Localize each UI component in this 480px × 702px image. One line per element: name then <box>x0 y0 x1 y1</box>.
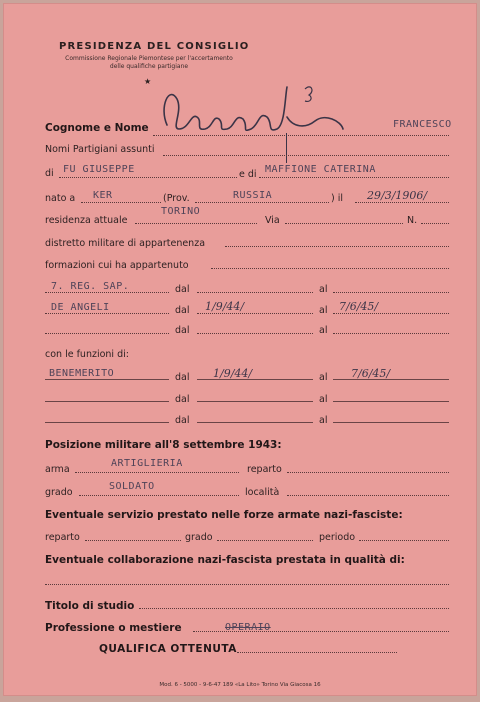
grado-line <box>79 495 239 496</box>
funzione-1-nome: BENEMERITO <box>49 368 115 379</box>
formazione-2-al-line <box>333 313 449 314</box>
funzione-2-line <box>45 401 169 402</box>
funzione-1-dal-line <box>197 379 313 380</box>
qualifica-line <box>237 652 397 653</box>
padre-di-label: di <box>45 168 54 179</box>
via-line <box>285 223 403 224</box>
funzione-3-al-line <box>333 422 449 423</box>
funzione-2-al-line <box>333 401 449 402</box>
localita-label: località <box>245 487 280 498</box>
funzione-3-dal-label: dal <box>175 415 190 426</box>
funzione-1-al-line <box>333 379 449 380</box>
funzione-1-line <box>45 379 169 380</box>
formazioni-label: formazioni cui ha appartenuto <box>45 260 189 271</box>
formazione-3-dal-label: dal <box>175 325 190 336</box>
formazione-2-al: 7/6/45/ <box>339 300 379 313</box>
nomi-partigiani-line <box>163 155 449 156</box>
residenza-label: residenza attuale <box>45 215 128 226</box>
provincia-line <box>195 202 329 203</box>
servizio-title: Eventuale servizio prestato nelle forze armate nazi-fasciste: <box>45 509 403 521</box>
prov-label: (Prov. <box>163 193 190 204</box>
funzione-2-al-label: al <box>319 394 328 405</box>
il-label: ) il <box>331 193 344 204</box>
collaborazione-title: Eventuale collaborazione nazi-fascista prestata in qualità di: <box>45 554 405 566</box>
formazione-1-nome: 7. REG. SAP. <box>51 281 130 292</box>
via-label: Via <box>265 215 280 226</box>
luogo-nascita-value: KER <box>93 190 113 201</box>
arma-label: arma <box>45 464 70 475</box>
professione-value: OPERAIO <box>225 622 271 633</box>
distretto-line <box>225 246 449 247</box>
formazioni-line <box>211 268 449 269</box>
collaborazione-line <box>45 584 449 585</box>
servizio-grado-label: grado <box>185 532 213 543</box>
print-footer: Mod. 6 - 5000 - 9-6-47 189 «La Lito» Torino Via Giacosa 16 <box>159 682 321 688</box>
funzione-1-dal-label: dal <box>175 372 190 383</box>
formazione-1-dal-line <box>197 292 313 293</box>
servizio-periodo-line <box>359 540 449 541</box>
funzione-2-dal-line <box>197 401 313 402</box>
madre-value: MAFFIONE CATERINA <box>265 164 376 175</box>
madre-e-di-label: e di <box>239 169 257 180</box>
funzione-1-dal: 1/9/44/ <box>213 367 253 380</box>
funzione-1-al-label: al <box>319 372 328 383</box>
formazione-1-al-line <box>333 292 449 293</box>
professione-label: Professione o mestiere <box>45 622 182 634</box>
funzione-1-al: 7/6/45/ <box>351 367 391 380</box>
provincia-value: RUSSIA <box>233 190 273 201</box>
cognome-line <box>153 135 449 136</box>
formazione-3-al-line <box>333 333 449 334</box>
funzione-2-dal-label: dal <box>175 394 190 405</box>
form-card <box>3 3 477 696</box>
grado-value: SOLDATO <box>109 481 155 492</box>
signature-stroke <box>286 133 287 163</box>
titolo-studio-line <box>139 608 449 609</box>
residenza-line <box>135 223 257 224</box>
formazione-3-dal-line <box>197 333 313 334</box>
nomi-partigiani-label: Nomi Partigiani assunti <box>45 144 155 155</box>
formazione-1-dal-label: dal <box>175 284 190 295</box>
header-title: PRESIDENZA DEL CONSIGLIO <box>59 41 250 52</box>
distretto-label: distretto militare di appartenenza <box>45 238 206 249</box>
numero-label: N. <box>407 215 418 226</box>
servizio-reparto-line <box>85 540 181 541</box>
servizio-reparto-label: reparto <box>45 532 80 543</box>
nato-a-label: nato a <box>45 193 76 204</box>
formazione-3-line <box>45 333 169 334</box>
luogo-nascita-line <box>81 202 161 203</box>
professione-line <box>193 631 449 632</box>
arma-line <box>75 472 239 473</box>
reparto-label: reparto <box>247 464 282 475</box>
titolo-studio-label: Titolo di studio <box>45 600 135 612</box>
funzione-3-al-label: al <box>319 415 328 426</box>
header-subtitle-1: Commissione Regionale Piemontese per l'accertamento <box>65 55 233 62</box>
formazione-1-line <box>45 292 169 293</box>
arma-value: ARTIGLIERIA <box>111 458 183 469</box>
star-icon: ★ <box>144 77 152 86</box>
madre-line <box>259 177 449 178</box>
funzioni-label: con le funzioni di: <box>45 349 129 360</box>
formazione-2-line <box>45 313 169 314</box>
data-nascita-line <box>355 202 449 203</box>
cognome-nome-label: Cognome e Nome <box>45 122 149 134</box>
reparto-line <box>287 472 449 473</box>
servizio-periodo-label: periodo <box>319 532 356 543</box>
formazione-1-al-label: al <box>319 284 328 295</box>
posizione-title: Posizione militare all'8 settembre 1943: <box>45 439 282 451</box>
funzione-3-line <box>45 422 169 423</box>
numero-line <box>421 223 449 224</box>
data-nascita-value: 29/3/1906/ <box>367 189 428 202</box>
formazione-2-dal: 1/9/44/ <box>205 300 245 313</box>
surname-signature <box>155 77 355 147</box>
localita-line <box>287 495 449 496</box>
formazione-2-nome: DE ANGELI <box>51 302 110 313</box>
padre-value: FU GIUSEPPE <box>63 164 135 175</box>
formazione-3-al-label: al <box>319 325 328 336</box>
qualifica-label: QUALIFICA OTTENUTA <box>99 643 237 655</box>
header-subtitle-2: delle qualifiche partigiane <box>109 63 189 70</box>
padre-line <box>59 177 237 178</box>
formazione-2-al-label: al <box>319 305 328 316</box>
nome-value: FRANCESCO <box>393 119 452 130</box>
formazione-2-dal-line <box>197 313 313 314</box>
residenza-value: TORINO <box>161 206 201 217</box>
grado-label: grado <box>45 487 73 498</box>
formazione-2-dal-label: dal <box>175 305 190 316</box>
servizio-grado-line <box>217 540 313 541</box>
funzione-3-dal-line <box>197 422 313 423</box>
